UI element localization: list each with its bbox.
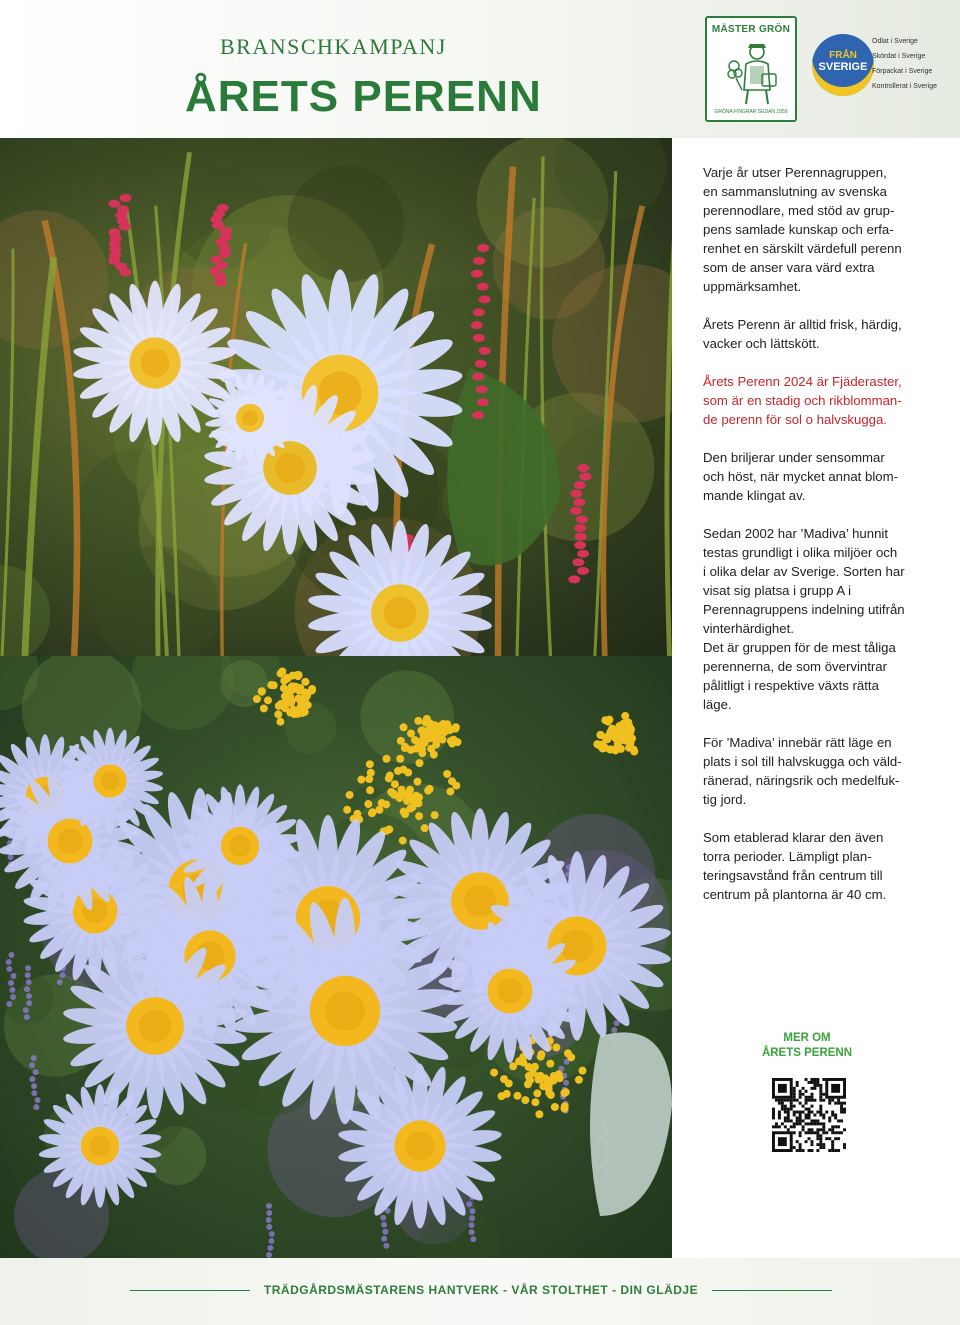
article-highlight: Årets Perenn 2024 är Fjäderaster, som är en stadig och rikblomman- de perenn för sol o halvskugga. [703,374,902,427]
badge-claims [872,38,937,98]
page-title: ÅRETS PERENN [185,72,542,121]
article-paragraph: För ’Madiva’ innebär rätt läge en plats i sol till halvskugga och väld- ränerad, näringsrik och medelfuk- tig jord. [703,735,902,807]
page-footer [0,1258,960,1325]
qr-code[interactable] [772,1078,846,1154]
badge-line1: FRÅN [829,50,857,61]
qr-label: MER OM ÅRETS PERENN [761,1032,853,1059]
article-paragraph: Årets Perenn är alltid frisk, härdig, vacker och lättskött. [703,317,902,351]
fran-sverige-badge [812,34,874,96]
footer-slogan: TRÄDGÅRDSMÄSTARENS HANTVERK - VÅR STOLTHET - DIN GLÄDJE [263,1283,699,1297]
gardener-icon [724,40,782,106]
badge-line2: SVERIGE [818,61,868,73]
page-header [0,0,960,138]
article-paragraph: Varje år utser Perennagruppen, en sammanslutning av svenska perennodlare, med stöd av grup- pens samlade kunskap och erfa- renhet en särskilt värdefull perenn som de anser vara värd extra uppmärksamhet. [703,165,902,294]
badge-claim: Kontrollerat i Sverige [872,83,937,90]
article-paragraph: Som etablerad klarar den även torra perioder. Lämpligt plan- teringsavstånd från centrum till centrum på plantorna är 40 cm. [703,830,887,902]
master-gron-tagline: GRÖNA FINGRAR SEDAN 1959 [714,109,788,115]
article-paragraph: Sedan 2002 har ’Madiva’ hunnit testas grundligt i olika miljöer och i olika delar av Sverige. Sorten har visat sig platsa i grupp A i Perennagruppens indelning utifrån vinterhärdighet. Det är gruppen för de mest tåliga perennerna, de som övervintrar pålitligt i respektive växts rätta läge. [703,526,905,712]
article-text [703,163,925,923]
article-paragraph: Den briljerar under sensommar och höst, när mycket annat blom- mande klingat av. [703,450,898,503]
footer-divider [712,1290,832,1291]
master-gron-logo [705,16,797,122]
aster-closeup-photo [0,138,672,656]
campaign-kicker: BRANSCHKAMPANJ [220,34,447,59]
badge-claim: Förpackat i Sverige [872,68,933,75]
badge-claim: Skördat i Sverige [872,53,926,60]
aster-bed-photo [0,656,672,1258]
footer-divider [130,1290,250,1291]
badge-claim: Odlat i Sverige [872,38,918,45]
master-gron-name: MÄSTER GRÖN [711,24,791,35]
